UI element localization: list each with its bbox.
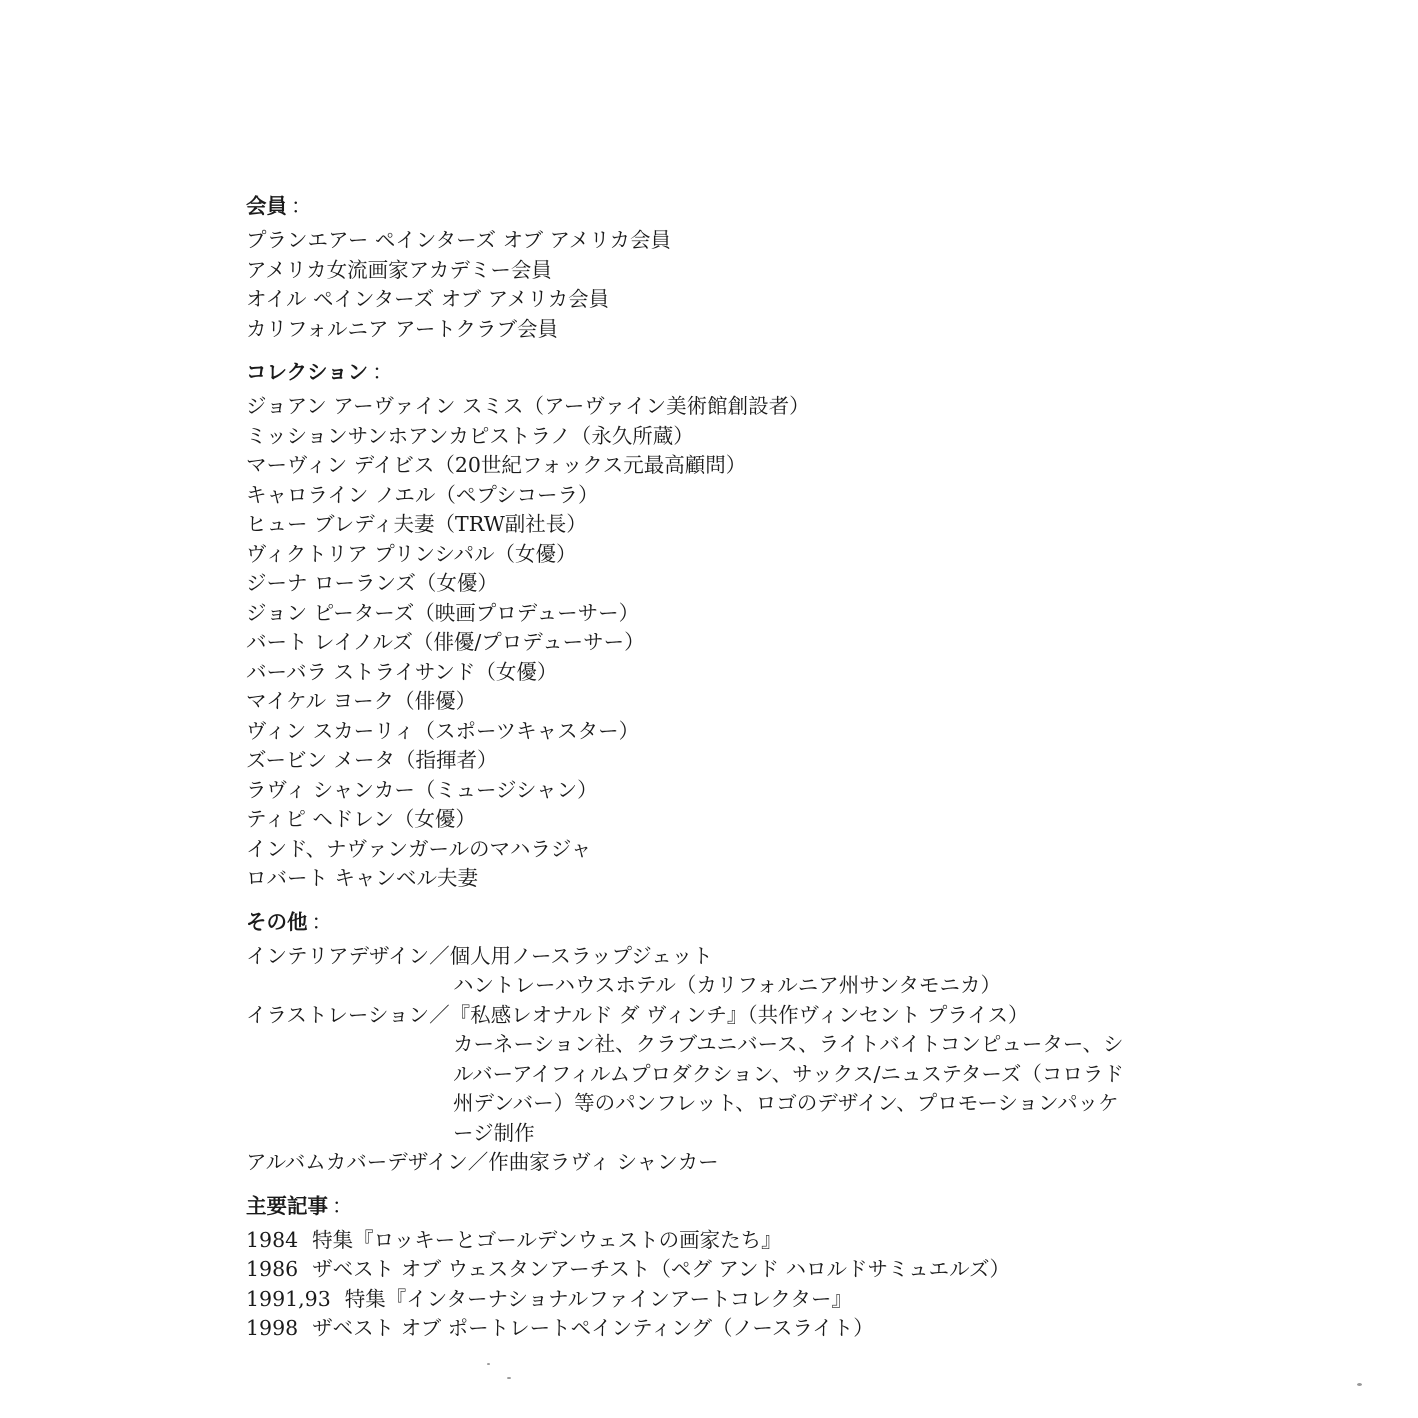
list-item: オイル ペインターズ オブ アメリカ会員 [246, 287, 610, 311]
article-year: 1984 [246, 1227, 299, 1252]
list-item: アメリカ女流画家アカデミー会員 [246, 257, 552, 282]
list-item: マーヴィン デイビス（20世紀フォックス元最高顧問） [246, 453, 747, 477]
list-item: ヴィン スカーリィ（スポーツキャスター） [246, 718, 640, 743]
articles-heading: 主要記事 ： [246, 1193, 353, 1218]
list-item: バート レイノルズ（俳優/プロデューサー） [246, 630, 645, 654]
list-item: カリフォルニア アートクラブ会員 [246, 316, 558, 341]
list-item: プランエアー ペインターズ オブ アメリカ会員 [246, 228, 672, 252]
scan-speck [487, 1363, 490, 1365]
list-item: ラヴィ シャンカー（ミュージシャン） [246, 777, 598, 802]
album-cover-line: アルバムカバーデザイン／作曲家ラヴィ シャンカー [246, 1150, 719, 1174]
list-item: ズービン メータ（指揮者） [246, 748, 498, 772]
articles-section [246, 1190, 1246, 1344]
other-list [246, 942, 1246, 1178]
members-section [246, 190, 1246, 344]
articles-list [246, 1226, 1246, 1344]
interior-design-line: インテリアデザイン／個人用ノースラップジェット [246, 943, 713, 968]
collection-list [246, 392, 1246, 894]
list-item: マイケル ヨーク（俳優） [246, 689, 477, 713]
members-heading: 会員 ： [246, 194, 312, 218]
list-item [246, 1285, 1246, 1315]
list-item: ヴィクトリア プリンシパル（女優） [246, 541, 577, 566]
list-item: ジョン ピーターズ（映画プロデューサー） [246, 600, 640, 625]
illustration-line: イラストレーション／『私感レオナルド ダ ヴィンチ』（共作ヴィンセント プライス） [246, 1002, 1029, 1027]
article-year: 1998 [246, 1316, 299, 1340]
list-item: バーバラ ストライサンド（女優） [246, 659, 558, 684]
list-item: ロバート キャンベル夫妻 [246, 866, 479, 890]
list-item: ティピ ヘドレン（女優） [246, 807, 476, 831]
scan-speck [1357, 1383, 1362, 1386]
article-year: 1986 [246, 1257, 299, 1281]
list-item: ジョアン アーヴァイン スミス（アーヴァイン美術館創設者） [246, 394, 810, 418]
list-item [246, 1255, 1246, 1285]
list-item: インド、ナヴァンガールのマハラジャ [246, 836, 592, 861]
list-item: キャロライン ノエル（ペプシコーラ） [246, 482, 599, 507]
other-section [246, 906, 1246, 1178]
list-item [246, 1226, 1246, 1256]
document-page [246, 190, 1246, 1356]
article-title: 特集『ロッキーとゴールデンウェストの画家たち』 [312, 1227, 782, 1252]
other-heading: その他 ： [246, 909, 332, 934]
collection-heading: コレクション ： [246, 360, 393, 384]
interior-design-continuation: ハントレーハウスホテル（カリフォルニア州サンタモニカ） [453, 973, 1001, 997]
list-item: ミッションサンホアンカピストラノ（永久所蔵） [246, 423, 694, 448]
list-item [246, 1314, 1246, 1344]
scan-speck [507, 1377, 511, 1379]
article-title: 特集『インターナショナルファインアートコレクター』 [344, 1286, 852, 1311]
list-item: ジーナ ローランズ（女優） [246, 571, 498, 595]
article-title: ザベスト オブ ポートレートペインティング（ノースライト） [312, 1316, 874, 1340]
members-list [246, 226, 1246, 344]
article-title: ザベスト オブ ウェスタンアーチスト（ペグ アンド ハロルドサミュエルズ） [312, 1257, 1011, 1281]
article-year: 1991,93 [246, 1286, 331, 1311]
list-item: ヒュー ブレディ夫妻（TRW副社長） [246, 512, 587, 536]
illustration-continuation: カーネーション社、クラブユニバース、ライトバイトコンピューター、シルバーアイフィルムプロダクション、サックス/ニュステターズ（コロラド州デンバー）等のパンフレット、ロゴのデザイン、プロモーションパッケージ制作 [453, 1032, 1124, 1145]
collection-section [246, 356, 1246, 894]
